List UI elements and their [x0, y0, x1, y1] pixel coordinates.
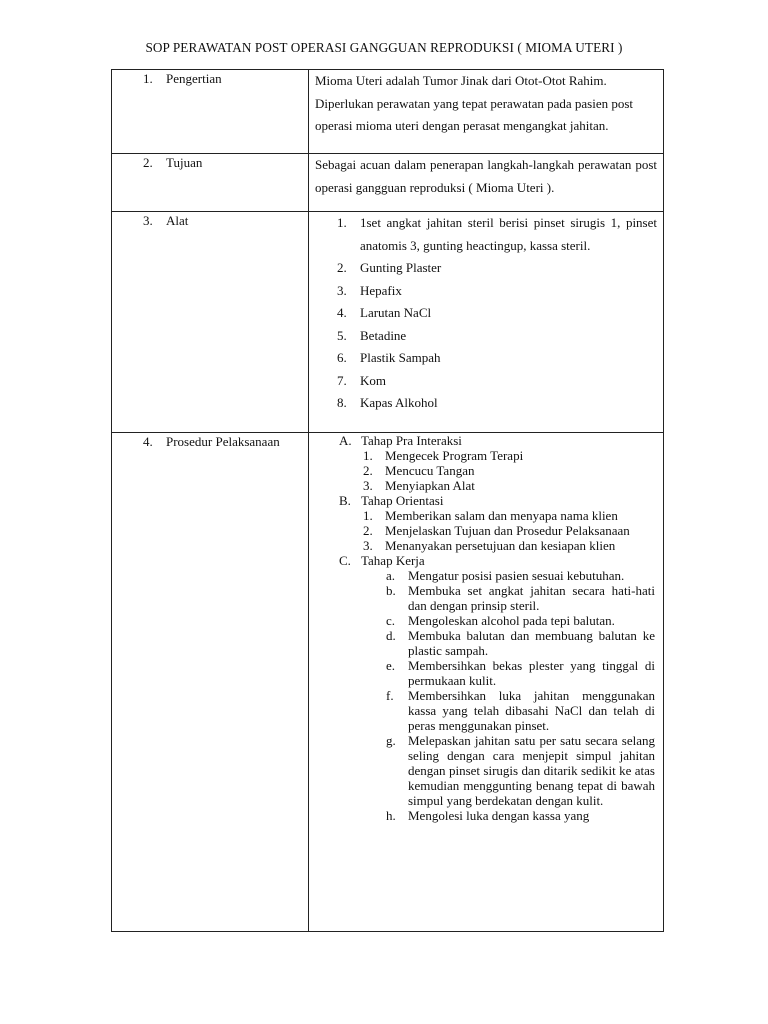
procedure-section [315, 553, 657, 823]
step-number: h. [386, 808, 396, 823]
list-item [315, 257, 657, 280]
step-number: g. [386, 733, 396, 748]
step-text: Membuka balutan dan membuang balutan ke plastic sampah. [408, 628, 655, 658]
section-letter: B. [339, 493, 351, 508]
document-title: SOP PERAWATAN POST OPERASI GANGGUAN REPRODUKSI ( MIOMA UTERI ) [145, 40, 623, 55]
table-row-alat [112, 211, 663, 432]
step-number: d. [386, 628, 396, 643]
table-row-pengertian [112, 70, 663, 153]
prosedur-content [309, 433, 663, 931]
section-letter: C. [339, 553, 351, 568]
step-number: 3. [363, 478, 373, 493]
step-number: 2. [363, 523, 373, 538]
step-text: Menjelaskan Tujuan dan Prosedur Pelaksanaan [385, 523, 630, 538]
step-item [386, 628, 657, 658]
item-text: Plastik Sampah [360, 350, 441, 365]
list-item [315, 325, 657, 348]
step-text: Memberikan salam dan menyapa nama klien [385, 508, 618, 523]
step-item [363, 478, 657, 493]
item-number: 7. [337, 372, 347, 388]
section-letter: A. [339, 433, 352, 448]
step-text: Menanyakan persetujuan dan kesiapan klien [385, 538, 616, 553]
item-number: 6. [337, 350, 347, 365]
section-title: Tahap Kerja [361, 553, 425, 568]
list-item [315, 280, 657, 303]
step-item [386, 583, 657, 613]
row-number: 3. [143, 213, 153, 228]
step-number: 1. [363, 508, 373, 523]
list-item [315, 392, 657, 415]
item-number: 2. [337, 260, 347, 275]
row-label: Alat [166, 213, 189, 228]
item-number: 5. [337, 327, 347, 343]
row-label: Prosedur Pelaksanaan [166, 434, 280, 449]
step-number: 2. [363, 463, 373, 478]
item-text: Gunting Plaster [360, 260, 442, 275]
step-text: Mengoleskan alcohol pada tepi balutan. [408, 613, 615, 628]
section-heading [339, 553, 657, 568]
step-item [363, 523, 657, 538]
list-item [315, 347, 657, 370]
item-text: Kapas Alkohol [360, 395, 438, 410]
section-heading [339, 493, 657, 508]
item-number: 3. [337, 282, 347, 298]
step-number: b. [386, 583, 396, 598]
list-item [315, 212, 657, 257]
list-item [315, 370, 657, 393]
step-item [386, 808, 657, 823]
sop-table [111, 69, 664, 932]
step-text: Membersihkan bekas plester yang tinggal di permukaan kulit. [408, 658, 655, 688]
item-text: Larutan NaCl [360, 305, 432, 320]
step-text: Mengatur posisi pasien sesuai kebutuhan. [408, 568, 625, 583]
step-item [363, 448, 657, 463]
row-number: 2. [143, 155, 153, 170]
step-number: c. [386, 613, 396, 628]
row-label-cell [112, 70, 309, 153]
item-text: Betadine [360, 327, 407, 343]
step-item [386, 733, 657, 808]
step-item [363, 463, 657, 478]
row-label: Pengertian [166, 71, 222, 86]
list-item [315, 302, 657, 325]
table-row-prosedur [112, 432, 663, 931]
item-number: 4. [337, 305, 347, 320]
item-number: 1. [337, 215, 347, 230]
step-item [363, 538, 657, 553]
step-text: Mencucu Tangan [385, 463, 475, 478]
step-item [386, 613, 657, 628]
row-number: 1. [143, 71, 153, 86]
step-text: Mengecek Program Terapi [385, 448, 524, 463]
alat-list [315, 212, 657, 415]
step-number: 1. [363, 448, 373, 463]
row-label-cell [112, 154, 309, 211]
row-label-cell [112, 212, 309, 432]
step-text: Mengolesi luka dengan kassa yang [408, 808, 590, 823]
procedure-section [315, 493, 657, 553]
procedure-section [315, 433, 657, 493]
step-item [386, 658, 657, 688]
step-item [363, 508, 657, 523]
row-number: 4. [143, 434, 153, 449]
item-text: 1set angkat jahitan steril berisi pinset sirugis 1, pinset anatomis 3, gunting heactingup, kassa steril. [360, 215, 657, 253]
pengertian-text: Mioma Uteri adalah Tumor Jinak dari Otot-Otot Rahim. Diperlukan perawatan yang tepat perawatan pada pasien post operasi mioma uteri dengan perasat mengangkat jahitan. [315, 73, 634, 133]
step-text: Menyiapkan Alat [385, 478, 475, 493]
step-text: Melepaskan jahitan satu per satu secara selang seling dengan cara menjepit simpul jahitan dengan pinset sirugis dan ditarik sedikit ke atas kemudian menggunting benang tepat di bawah simpul yang berdekatan dengan kulit. [408, 733, 655, 808]
item-text: Hepafix [360, 282, 402, 298]
section-title: Tahap Orientasi [361, 493, 444, 508]
item-number: 8. [337, 395, 347, 410]
row-label: Tujuan [166, 155, 203, 170]
row-label-cell [112, 433, 309, 931]
step-number: e. [386, 658, 396, 673]
section-heading [339, 433, 657, 448]
step-number: 3. [363, 538, 373, 553]
step-item [386, 568, 657, 583]
item-text: Kom [360, 372, 386, 388]
section-title: Tahap Pra Interaksi [361, 433, 462, 448]
step-number: a. [386, 568, 396, 583]
step-text: Membuka set angkat jahitan secara hati-hati dan dengan prinsip steril. [408, 583, 655, 613]
tujuan-text: Sebagai acuan dalam penerapan langkah-langkah perawatan post operasi gangguan reproduksi ( Mioma Uteri ). [315, 157, 657, 195]
table-row-tujuan [112, 153, 663, 211]
step-item [386, 688, 657, 733]
step-number: f. [386, 688, 394, 703]
step-text: Membersihkan luka jahitan menggunakan kassa yang telah dibasahi NaCl dan telah di peras menggunakan pinset. [408, 688, 655, 733]
